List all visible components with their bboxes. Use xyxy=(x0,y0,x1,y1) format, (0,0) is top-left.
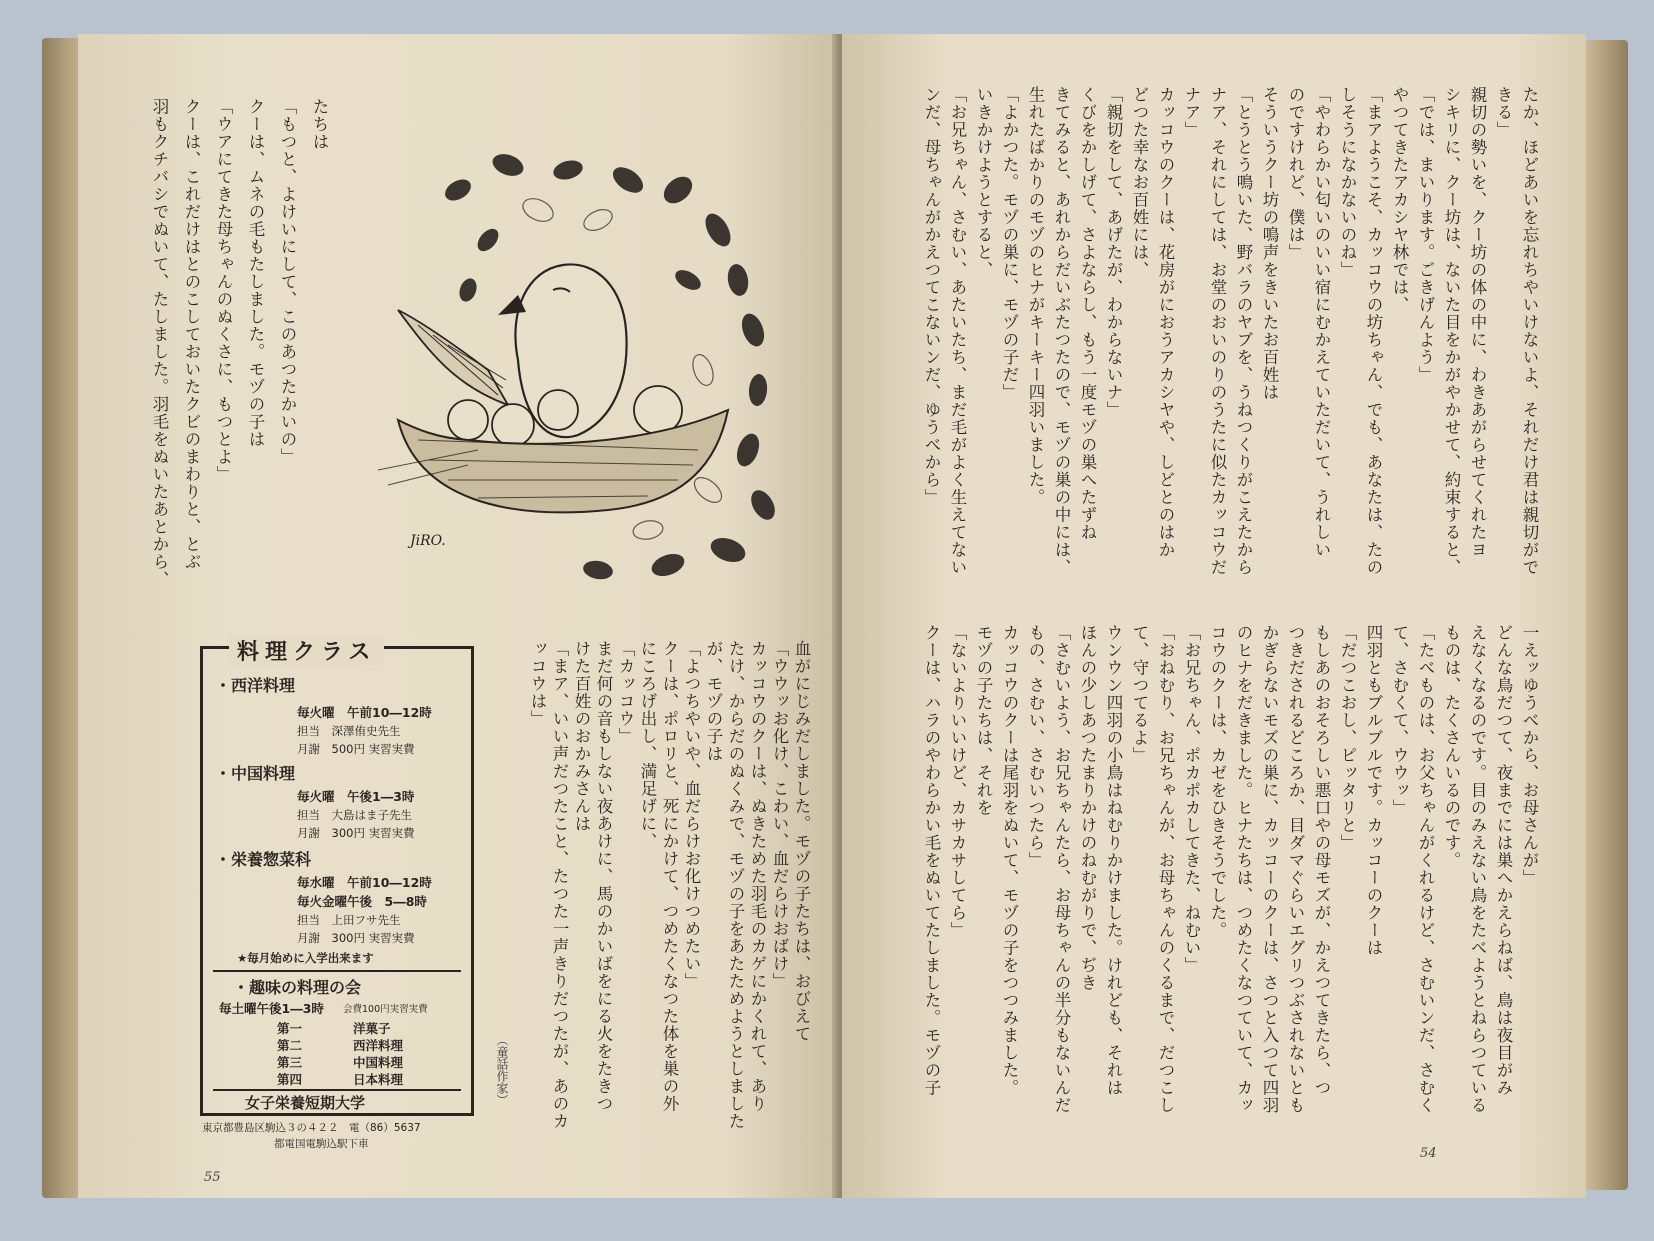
right-upper-column: きる」 xyxy=(1494,86,1513,139)
right-upper-column: ンだ、母ちゃんがかえつてこないンだ、ゆうべから」 xyxy=(922,86,941,506)
right-upper-column: やつてきたアカシヤ林では、 xyxy=(1390,86,1409,314)
right-upper-column: ナア」 xyxy=(1182,86,1201,139)
left-lower-column: が、モヅの子は xyxy=(704,640,723,763)
left-lower-column: 「ウウッお化け、こわい、血だらけおばけ」 xyxy=(770,640,789,990)
right-page-edges xyxy=(1584,40,1628,1190)
left-story-column: 「ウアにてきた母ちゃんのぬくさに、もつとよ」 xyxy=(214,98,233,483)
right-upper-column: しそうになかないのね」 xyxy=(1338,86,1357,279)
right-upper-column: 「まアようこそ、カッコウの坊ちゃん、でも、あなたは、たの xyxy=(1364,86,1383,576)
ad-school-name: 女子栄養短期大学 xyxy=(245,1094,366,1112)
bird-nest-illustration xyxy=(358,120,798,600)
right-lower-column: て、さむくて、ウウッ」 xyxy=(1390,624,1409,817)
right-upper-column: 「親切をして、あげたが、わからないナ」 xyxy=(1104,86,1123,419)
ad-access: 都電国電駒込駅下車 xyxy=(274,1138,369,1150)
right-upper-column: 親切の勢いを、クー坊の体の中に、わきあがらせてくれたヨ xyxy=(1468,86,1487,559)
ad-hobby-item-name: 日本料理 xyxy=(353,1072,404,1087)
right-upper-column: カッコウのクーは、花房がにおうアカシヤや、しどとのはか xyxy=(1156,86,1175,559)
right-upper-column: 生れたばかりのモヅのヒナがキーキー四羽いました。 xyxy=(1026,86,1045,506)
left-lower-column: ッコウは」 xyxy=(528,640,547,728)
ad-western-fee: 月謝 500円 実習実費 xyxy=(297,742,415,756)
right-lower-column: 「おねむり、お兄ちゃんが、お母ちゃんのくるまで、だつこし xyxy=(1156,624,1175,1114)
right-upper-column: シキリに、クー坊は、ないた目をかがやかせて、約束すると、 xyxy=(1442,86,1461,576)
right-upper-column: 「とうとう鳴いた、野バラのヤブを、うねつくりがこえたから xyxy=(1234,86,1253,576)
right-upper-column: くびをかしげて、さよならし、もう一度モヅの巣へたずね xyxy=(1078,86,1097,541)
right-lower-column: コウのクーは、カゼをひきそうでした。 xyxy=(1208,624,1227,939)
left-lower-column: カッコウのクーは、ぬきためた羽毛のカゲにかくれて、あり xyxy=(748,640,767,1113)
left-story-column: たちは xyxy=(310,98,329,151)
left-lower-column: にころげ出し、満足げに、 xyxy=(638,640,657,850)
right-upper-column: いきかけようとすると、 xyxy=(974,86,993,279)
left-story-column: 「もつと、よけいにして、このあつたかいの」 xyxy=(278,98,297,466)
ad-hobby-item-name: 西洋料理 xyxy=(353,1038,404,1053)
right-upper-column: 「よかつた。モヅの巣に、モヅの子だ」 xyxy=(1000,86,1019,401)
right-lower-column: のヒナをだきました。ヒナたちは、つめたくなつていて、カッ xyxy=(1234,624,1253,1114)
right-lower-column: つきだされるどころか、目ダマぐらいエグリつぶされないとも xyxy=(1286,624,1305,1114)
ad-western-schedule: 毎火曜 午前10―12時 xyxy=(297,705,432,720)
ad-hobby-item-ordinal: 第二 xyxy=(277,1038,303,1053)
ad-hobby-item-ordinal: 第四 xyxy=(277,1072,303,1087)
ad-nutrition-heading: ・栄養惣菜科 xyxy=(215,850,312,869)
right-upper-column: 「やわらかい匂いのいい宿にむかえていただいて、うれしい xyxy=(1312,86,1331,559)
ad-nutrition-teacher: 担当 上田フサ先生 xyxy=(297,913,401,927)
left-lower-column: けた百姓のおかみさんは xyxy=(572,640,591,833)
ad-divider-2 xyxy=(213,1089,461,1091)
left-lower-column: たけ、からだのぬくみで、モヅの子をあたためようとしました xyxy=(726,640,745,1130)
artist-signature: JiRO. xyxy=(410,533,446,549)
ad-chinese-schedule: 毎火曜 午後1―3時 xyxy=(297,789,415,804)
ad-nutrition-schedule-2: 毎火金曜午後 5―8時 xyxy=(297,894,427,909)
ad-title: 料理クラス xyxy=(229,635,384,666)
right-lower-column: ほんの少しあつたまりかけのねむがりで、ぢき xyxy=(1078,624,1097,992)
page-number-right: 54 xyxy=(1420,1146,1437,1161)
right-lower-column: もの、さむい、さむいつたら」 xyxy=(1026,624,1045,869)
right-upper-column: 「では、まいります。ごきげんよう」 xyxy=(1416,86,1435,384)
left-lower-column: クーは、ポロリと、死にかけて、つめたくなつた体を巣の外 xyxy=(660,640,679,1113)
ad-divider xyxy=(213,970,461,972)
right-lower-column: ものは、たくさんいるのです。 xyxy=(1442,624,1461,869)
ad-western-heading: ・西洋料理 xyxy=(215,676,296,695)
right-lower-column: もしあのおそろしい悪口やの母モズが、かえつてきたら、つ xyxy=(1312,624,1331,1097)
left-lower-column: まだ何の音もしない夜あけに、馬のかいばをにる火をたきつ xyxy=(594,640,613,1113)
right-lower-column: クーは、ハラのやわらかい毛をぬいてたしました。モヅの子 xyxy=(922,624,941,1097)
right-lower-column: どんな鳥だつて、夜までには巣へかえらねば、鳥は夜目がみ xyxy=(1494,624,1513,1097)
right-lower-column: 「ないよりいいけど、カサカサしてら」 xyxy=(948,624,967,939)
right-upper-column: ナア、それにしては、お堂のおいのりのうたに似たカッコウだ xyxy=(1208,86,1227,576)
right-upper-column: きてみると、あれからだいぶたつたので、モヅの巣の中には、 xyxy=(1052,86,1071,576)
page-number-left: 55 xyxy=(204,1170,221,1185)
right-lower-column: えなくなるのです。目のみえない鳥をたべようとねらつている xyxy=(1468,624,1487,1114)
ad-hobby-item-ordinal: 第一 xyxy=(277,1021,303,1036)
ad-enrollment-note: ★毎月始めに入学出来ます xyxy=(237,951,374,965)
ad-hobby-fee: 会費100円実習実費 xyxy=(343,1004,428,1015)
ad-address: 東京都豊島区駒込３の４２２ 電（86）5637 xyxy=(202,1122,421,1134)
right-lower-column: て、守つてるよ」 xyxy=(1130,624,1149,764)
right-lower-column: かぎらないモズの巣に、カッコーのクーは、さつと入つて四羽 xyxy=(1260,624,1279,1114)
left-page xyxy=(78,34,838,1198)
ad-nutrition-fee: 月謝 300円 実習実費 xyxy=(297,931,415,945)
right-upper-column: そういうクー坊の鳴声をきいたお百姓は xyxy=(1260,86,1279,401)
right-lower-column: 「だつこおし、ピッタリと」 xyxy=(1338,624,1357,852)
right-page xyxy=(842,34,1586,1198)
ad-hobby-heading: ・趣味の料理の会 xyxy=(233,978,362,997)
right-lower-column: モヅの子たちは、それを xyxy=(974,624,993,817)
right-upper-column: 「お兄ちゃん、さむい、あたいたち、まだ毛がよく生えてない xyxy=(948,86,967,576)
ad-hobby-schedule: 毎土曜午後1―3時 xyxy=(219,1001,324,1016)
right-lower-column: 「お兄ちゃん、ポカポカしてきた、ねむい」 xyxy=(1182,624,1201,974)
cooking-class-advertisement xyxy=(200,640,474,1116)
right-upper-column: のですけれど、僕は」 xyxy=(1286,86,1305,261)
left-lower-column: 「カッコウ」 xyxy=(616,640,635,745)
left-story-column: クーは、ムネの毛もたしました。モヅの子は xyxy=(246,98,265,448)
left-lower-column: 血がにじみだしました。モヅの子たちは、おびえて xyxy=(792,640,811,1043)
ad-chinese-fee: 月謝 300円 実習実費 xyxy=(297,826,415,840)
ad-hobby-item-name: 洋菓子 xyxy=(353,1021,391,1036)
left-story-column: クーは、これだけはとのこしておいたクビのまわりと、とぶ xyxy=(182,98,201,571)
open-book xyxy=(42,30,1628,1202)
right-lower-column: 「たべものは、お父ちゃんがくれるけど、さむいンだ、さむく xyxy=(1416,624,1435,1114)
ad-nutrition-schedule-1: 毎水曜 午前10―12時 xyxy=(297,875,432,890)
ad-chinese-teacher: 担当 大島はま子先生 xyxy=(297,808,412,822)
ad-chinese-heading: ・中国料理 xyxy=(215,764,296,783)
left-story-column: 羽もクチバシでぬいて、たしました。羽毛をぬいたあとから、 xyxy=(150,98,169,588)
ad-western-teacher: 担当 深澤侑史先生 xyxy=(297,724,401,738)
right-lower-column: 「さむいよう、お兄ちゃんたら、お母ちゃんの半分もないんだ xyxy=(1052,624,1071,1114)
author-credit: （童話作家） xyxy=(495,1034,509,1106)
right-lower-column: ウンウン四羽の小鳥はねむりかけました。けれども、それは xyxy=(1104,624,1123,1097)
right-upper-column: たか、ほどあいを忘れちやいけないよ、それだけ君は親切がで xyxy=(1520,86,1539,576)
right-lower-column: 一えッゆうべから、お母さんが」 xyxy=(1520,624,1539,887)
right-lower-column: 四羽ともブルブルです。カッコーのクーは xyxy=(1364,624,1383,957)
right-upper-column: どつた幸なお百姓には、 xyxy=(1130,86,1149,279)
left-lower-column: 「まア、いい声だつたこと、たつた一声きりだつたが、あのカ xyxy=(550,640,569,1130)
ad-hobby-item-name: 中国料理 xyxy=(353,1055,404,1070)
ad-hobby-item-ordinal: 第三 xyxy=(277,1055,303,1070)
left-lower-column: 「よつちやいや、血だらけお化けつめたい」 xyxy=(682,640,701,990)
right-lower-column: カッコウのクーは尾羽をぬいて、モヅの子をつつみました。 xyxy=(1000,624,1019,1097)
